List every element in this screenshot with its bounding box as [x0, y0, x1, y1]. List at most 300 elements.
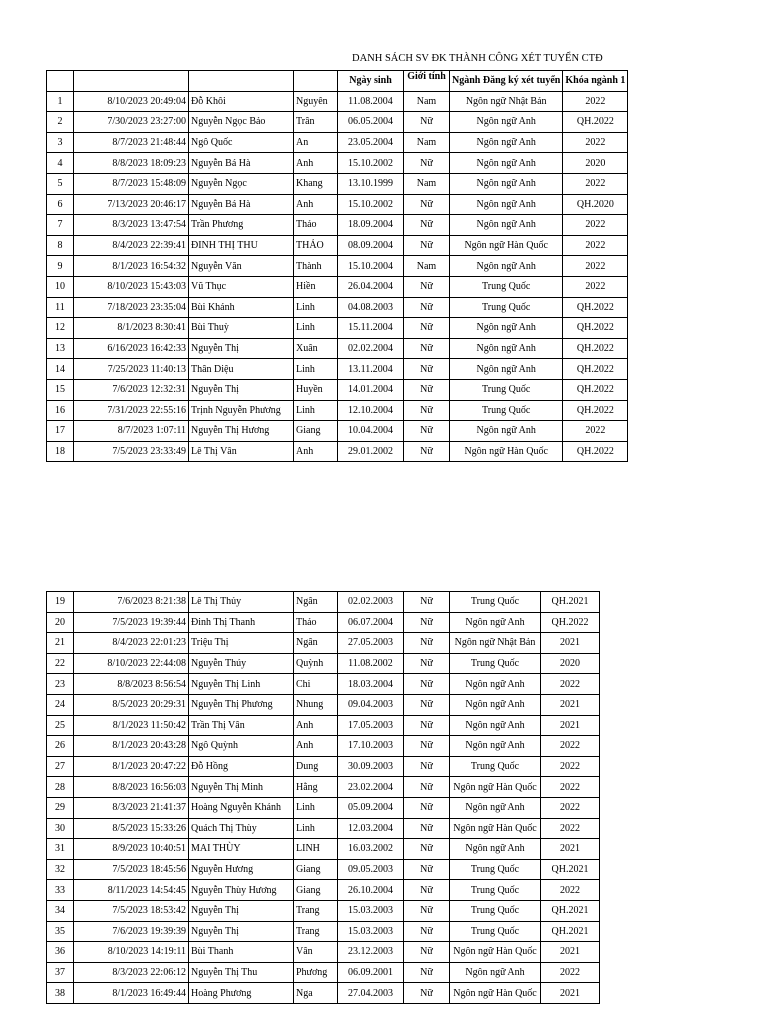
cell-ten: Linh: [294, 318, 338, 339]
cell-ten: Giang: [294, 880, 338, 901]
cell-stt: 24: [47, 694, 74, 715]
cell-timestamp: 8/8/2023 8:56:54: [74, 674, 189, 695]
cell-timestamp: 7/5/2023 18:45:56: [74, 859, 189, 880]
cell-timestamp: 8/10/2023 22:44:08: [74, 653, 189, 674]
table-row: [47, 194, 628, 215]
cell-ten: Thành: [294, 256, 338, 277]
cell-nganh: Trung Quốc: [450, 756, 541, 777]
cell-gioi-tinh: Nữ: [404, 297, 450, 318]
cell-khoa: 2022: [563, 276, 628, 297]
cell-ngay-sinh: 26.04.2004: [338, 276, 404, 297]
cell-ten: Linh: [294, 797, 338, 818]
cell-nganh: Ngôn ngữ Anh: [450, 359, 563, 380]
cell-nganh: Trung Quốc: [450, 592, 541, 613]
table-row: [47, 379, 628, 400]
cell-ten: Ngân: [294, 592, 338, 613]
cell-gioi-tinh: Nữ: [404, 153, 450, 174]
cell-ho-dem: Vũ Thục: [189, 276, 294, 297]
cell-nganh: Ngôn ngữ Anh: [450, 797, 541, 818]
cell-stt: 13: [47, 338, 74, 359]
cell-nganh: Ngôn ngữ Hàn Quốc: [450, 818, 541, 839]
cell-ho-dem: Nguyễn Thị: [189, 900, 294, 921]
table-row: [47, 112, 628, 133]
cell-ten: Anh: [294, 736, 338, 757]
table-row: [47, 297, 628, 318]
cell-ngay-sinh: 18.03.2004: [338, 674, 404, 695]
cell-ngay-sinh: 14.01.2004: [338, 379, 404, 400]
cell-ngay-sinh: 15.10.2004: [338, 256, 404, 277]
cell-timestamp: 8/8/2023 18:09:23: [74, 153, 189, 174]
cell-ten: Anh: [294, 441, 338, 462]
table-1-body: [47, 91, 628, 462]
cell-stt: 27: [47, 756, 74, 777]
table-row: [47, 674, 600, 695]
cell-ngay-sinh: 02.02.2003: [338, 592, 404, 613]
cell-ngay-sinh: 15.11.2004: [338, 318, 404, 339]
cell-stt: 20: [47, 612, 74, 633]
cell-khoa: QH.2022: [563, 400, 628, 421]
cell-ho-dem: Hoàng Phương: [189, 983, 294, 1004]
cell-nganh: Ngôn ngữ Anh: [450, 256, 563, 277]
table-row: [47, 818, 600, 839]
cell-ho-dem: Nguyễn Ngọc Bảo: [189, 112, 294, 133]
cell-khoa: 2022: [541, 756, 600, 777]
cell-ten: Chi: [294, 674, 338, 695]
cell-timestamp: 8/7/2023 15:48:09: [74, 173, 189, 194]
cell-ho-dem: Nguyễn Thị Hương: [189, 421, 294, 442]
cell-ho-dem: Thân Diệu: [189, 359, 294, 380]
cell-timestamp: 7/31/2023 22:55:16: [74, 400, 189, 421]
cell-nganh: Ngôn ngữ Anh: [450, 612, 541, 633]
cell-timestamp: 7/5/2023 23:33:49: [74, 441, 189, 462]
cell-khoa: QH.2022: [563, 112, 628, 133]
cell-ngay-sinh: 30.09.2003: [338, 756, 404, 777]
cell-ngay-sinh: 29.01.2002: [338, 441, 404, 462]
cell-stt: 32: [47, 859, 74, 880]
table-row: [47, 921, 600, 942]
cell-nganh: Ngôn ngữ Hàn Quốc: [450, 942, 541, 963]
cell-ho-dem: Nguyễn Văn: [189, 256, 294, 277]
student-table-2: [46, 591, 600, 1004]
cell-ngay-sinh: 02.02.2004: [338, 338, 404, 359]
table-row: [47, 338, 628, 359]
cell-timestamp: 8/1/2023 16:49:44: [74, 983, 189, 1004]
cell-khoa: 2021: [541, 942, 600, 963]
cell-nganh: Trung Quốc: [450, 379, 563, 400]
table-row: [47, 736, 600, 757]
cell-ngay-sinh: 08.09.2004: [338, 235, 404, 256]
cell-nganh: Ngôn ngữ Anh: [450, 694, 541, 715]
cell-ten: LINH: [294, 839, 338, 860]
cell-ho-dem: Bùi Thuỳ: [189, 318, 294, 339]
cell-gioi-tinh: Nữ: [404, 942, 450, 963]
cell-ten: Thảo: [294, 612, 338, 633]
cell-khoa: QH.2022: [563, 297, 628, 318]
cell-khoa: 2022: [563, 421, 628, 442]
cell-ten: Linh: [294, 400, 338, 421]
cell-ho-dem: Quách Thị Thùy: [189, 818, 294, 839]
cell-ho-dem: ĐINH THỊ THU: [189, 235, 294, 256]
cell-ten: Anh: [294, 715, 338, 736]
cell-ho-dem: Ngô Quốc: [189, 132, 294, 153]
cell-stt: 36: [47, 942, 74, 963]
cell-gioi-tinh: Nữ: [404, 592, 450, 613]
cell-gioi-tinh: Nữ: [404, 859, 450, 880]
cell-ngay-sinh: 09.04.2003: [338, 694, 404, 715]
cell-timestamp: 8/3/2023 21:41:37: [74, 797, 189, 818]
cell-khoa: 2021: [541, 839, 600, 860]
cell-stt: 34: [47, 900, 74, 921]
cell-khoa: QH.2020: [563, 194, 628, 215]
cell-ho-dem: Trịnh Nguyễn Phương: [189, 400, 294, 421]
cell-ho-dem: Nguyễn Thùy Hương: [189, 880, 294, 901]
table-row: [47, 942, 600, 963]
cell-gioi-tinh: Nữ: [404, 756, 450, 777]
cell-nganh: Trung Quốc: [450, 276, 563, 297]
cell-ngay-sinh: 15.10.2002: [338, 194, 404, 215]
cell-ho-dem: Ngô Quỳnh: [189, 736, 294, 757]
cell-stt: 2: [47, 112, 74, 133]
cell-gioi-tinh: Nữ: [404, 880, 450, 901]
cell-stt: 22: [47, 653, 74, 674]
cell-stt: 11: [47, 297, 74, 318]
cell-nganh: Ngôn ngữ Hàn Quốc: [450, 777, 541, 798]
cell-ngay-sinh: 17.10.2003: [338, 736, 404, 757]
cell-gioi-tinh: Nam: [404, 132, 450, 153]
cell-ngay-sinh: 23.02.2004: [338, 777, 404, 798]
cell-ngay-sinh: 15.03.2003: [338, 900, 404, 921]
cell-stt: 30: [47, 818, 74, 839]
cell-khoa: QH.2021: [541, 859, 600, 880]
cell-khoa: QH.2022: [563, 338, 628, 359]
cell-ho-dem: Nguyễn Thị: [189, 921, 294, 942]
cell-ho-dem: Nguyễn Bá Hà: [189, 153, 294, 174]
cell-stt: 28: [47, 777, 74, 798]
cell-khoa: 2020: [541, 653, 600, 674]
table-row: [47, 132, 628, 153]
cell-ho-dem: Nguyễn Ngọc: [189, 173, 294, 194]
table-row: [47, 215, 628, 236]
cell-timestamp: 8/10/2023 20:49:04: [74, 91, 189, 112]
cell-nganh: Ngôn ngữ Nhật Bản: [450, 633, 541, 654]
cell-nganh: Ngôn ngữ Anh: [450, 153, 563, 174]
cell-khoa: 2022: [541, 674, 600, 695]
cell-nganh: Trung Quốc: [450, 900, 541, 921]
cell-khoa: QH.2022: [563, 318, 628, 339]
cell-gioi-tinh: Nữ: [404, 818, 450, 839]
header-nganh-text: Ngành Đăng ký xét tuyển: [452, 75, 561, 87]
cell-ngay-sinh: 27.04.2003: [338, 983, 404, 1004]
cell-timestamp: 8/5/2023 20:29:31: [74, 694, 189, 715]
cell-nganh: Ngôn ngữ Anh: [450, 132, 563, 153]
cell-gioi-tinh: Nữ: [404, 633, 450, 654]
student-table-1: [46, 70, 628, 462]
cell-stt: 10: [47, 276, 74, 297]
cell-gioi-tinh: Nam: [404, 173, 450, 194]
cell-ten: Xuân: [294, 338, 338, 359]
cell-khoa: QH.2021: [541, 921, 600, 942]
cell-gioi-tinh: Nữ: [404, 194, 450, 215]
cell-gioi-tinh: Nữ: [404, 653, 450, 674]
table-row: [47, 756, 600, 777]
table-row: [47, 359, 628, 380]
cell-nganh: Trung Quốc: [450, 880, 541, 901]
header-ho-dem: [189, 71, 294, 92]
table-row: [47, 612, 600, 633]
cell-gioi-tinh: Nam: [404, 91, 450, 112]
cell-ngay-sinh: 06.07.2004: [338, 612, 404, 633]
table-row: [47, 633, 600, 654]
cell-timestamp: 7/6/2023 12:32:31: [74, 379, 189, 400]
cell-gioi-tinh: Nữ: [404, 839, 450, 860]
cell-khoa: QH.2021: [541, 900, 600, 921]
cell-khoa: 2022: [541, 797, 600, 818]
cell-stt: 33: [47, 880, 74, 901]
cell-gioi-tinh: Nữ: [404, 612, 450, 633]
table-row: [47, 880, 600, 901]
cell-ten: Trân: [294, 112, 338, 133]
cell-nganh: Trung Quốc: [450, 859, 541, 880]
cell-khoa: 2022: [541, 736, 600, 757]
cell-timestamp: 8/4/2023 22:01:23: [74, 633, 189, 654]
table-row: [47, 777, 600, 798]
cell-nganh: Trung Quốc: [450, 653, 541, 674]
cell-stt: 8: [47, 235, 74, 256]
cell-ten: Quỳnh: [294, 653, 338, 674]
cell-gioi-tinh: Nữ: [404, 421, 450, 442]
cell-gioi-tinh: Nữ: [404, 112, 450, 133]
cell-nganh: Trung Quốc: [450, 400, 563, 421]
cell-stt: 21: [47, 633, 74, 654]
cell-timestamp: 7/18/2023 23:35:04: [74, 297, 189, 318]
cell-ten: Giang: [294, 859, 338, 880]
cell-ten: An: [294, 132, 338, 153]
cell-ho-dem: Nguyễn Thị: [189, 338, 294, 359]
header-khoa: Khóa ngành 1: [563, 71, 628, 92]
cell-gioi-tinh: Nữ: [404, 318, 450, 339]
cell-nganh: Ngôn ngữ Anh: [450, 112, 563, 133]
cell-gioi-tinh: Nữ: [404, 215, 450, 236]
table-row: [47, 839, 600, 860]
cell-timestamp: 7/6/2023 19:39:39: [74, 921, 189, 942]
cell-stt: 4: [47, 153, 74, 174]
cell-stt: 25: [47, 715, 74, 736]
cell-khoa: 2022: [541, 818, 600, 839]
header-timestamp: [74, 71, 189, 92]
table-row: [47, 983, 600, 1004]
cell-timestamp: 8/1/2023 20:47:22: [74, 756, 189, 777]
cell-timestamp: 8/10/2023 14:19:11: [74, 942, 189, 963]
cell-ten: Nga: [294, 983, 338, 1004]
header-ngay-sinh: Ngày sinh: [338, 71, 404, 92]
cell-ten: Linh: [294, 359, 338, 380]
cell-ngay-sinh: 05.09.2004: [338, 797, 404, 818]
cell-ho-dem: Nguyễn Bá Hà: [189, 194, 294, 215]
cell-ho-dem: Bùi Thanh: [189, 942, 294, 963]
cell-khoa: 2021: [541, 983, 600, 1004]
table-row: [47, 592, 600, 613]
cell-ngay-sinh: 10.04.2004: [338, 421, 404, 442]
cell-khoa: 2021: [541, 715, 600, 736]
cell-khoa: 2021: [541, 694, 600, 715]
cell-ten: Huyền: [294, 379, 338, 400]
cell-nganh: Ngôn ngữ Anh: [450, 674, 541, 695]
cell-ngay-sinh: 13.10.1999: [338, 173, 404, 194]
cell-ngay-sinh: 17.05.2003: [338, 715, 404, 736]
table-row: [47, 235, 628, 256]
cell-ten: Thảo: [294, 215, 338, 236]
cell-stt: 5: [47, 173, 74, 194]
cell-ho-dem: Nguyễn Thị: [189, 379, 294, 400]
cell-ho-dem: Đỗ Hồng: [189, 756, 294, 777]
cell-gioi-tinh: Nữ: [404, 921, 450, 942]
cell-gioi-tinh: Nữ: [404, 715, 450, 736]
cell-ho-dem: Nguyễn Hương: [189, 859, 294, 880]
cell-khoa: QH.2022: [563, 441, 628, 462]
cell-gioi-tinh: Nữ: [404, 797, 450, 818]
cell-ngay-sinh: 18.09.2004: [338, 215, 404, 236]
table-row: [47, 173, 628, 194]
cell-stt: 17: [47, 421, 74, 442]
cell-khoa: QH.2022: [563, 379, 628, 400]
cell-ho-dem: Trần Thị Vân: [189, 715, 294, 736]
cell-timestamp: 7/25/2023 11:40:13: [74, 359, 189, 380]
cell-gioi-tinh: Nữ: [404, 379, 450, 400]
cell-ho-dem: Nguyễn Thúy: [189, 653, 294, 674]
cell-ngay-sinh: 27.05.2003: [338, 633, 404, 654]
cell-stt: 37: [47, 962, 74, 983]
cell-ho-dem: Triệu Thị: [189, 633, 294, 654]
header-stt: [47, 71, 74, 92]
cell-khoa: QH.2022: [563, 359, 628, 380]
table-row: [47, 653, 600, 674]
cell-timestamp: 8/5/2023 15:33:26: [74, 818, 189, 839]
cell-ten: Nguyên: [294, 91, 338, 112]
table-row: [47, 421, 628, 442]
cell-stt: 6: [47, 194, 74, 215]
cell-ho-dem: Nguyễn Thị Phương: [189, 694, 294, 715]
cell-nganh: Ngôn ngữ Hàn Quốc: [450, 441, 563, 462]
cell-stt: 15: [47, 379, 74, 400]
header-gioi-tinh: Giới tính: [404, 71, 450, 92]
cell-ho-dem: Nguyễn Thị Minh: [189, 777, 294, 798]
cell-stt: 12: [47, 318, 74, 339]
cell-nganh: Ngôn ngữ Anh: [450, 839, 541, 860]
cell-ten: THẢO: [294, 235, 338, 256]
table-row: [47, 91, 628, 112]
cell-timestamp: 8/7/2023 1:07:11: [74, 421, 189, 442]
cell-ho-dem: Trần Phương: [189, 215, 294, 236]
cell-ho-dem: Lê Thị Vân: [189, 441, 294, 462]
cell-timestamp: 8/11/2023 14:54:45: [74, 880, 189, 901]
cell-ten: Linh: [294, 297, 338, 318]
document-title: DANH SÁCH SV ĐK THÀNH CÔNG XÉT TUYỂN CTĐ: [352, 53, 603, 64]
table-row: [47, 694, 600, 715]
cell-khoa: 2022: [563, 173, 628, 194]
cell-ngay-sinh: 15.03.2003: [338, 921, 404, 942]
cell-gioi-tinh: Nữ: [404, 900, 450, 921]
cell-gioi-tinh: Nữ: [404, 694, 450, 715]
cell-timestamp: 8/9/2023 10:40:51: [74, 839, 189, 860]
cell-timestamp: 8/1/2023 20:43:28: [74, 736, 189, 757]
cell-stt: 31: [47, 839, 74, 860]
cell-nganh: Ngôn ngữ Anh: [450, 338, 563, 359]
cell-timestamp: 6/16/2023 16:42:33: [74, 338, 189, 359]
cell-ho-dem: Đinh Thị Thanh: [189, 612, 294, 633]
cell-khoa: 2022: [563, 91, 628, 112]
cell-khoa: 2022: [563, 132, 628, 153]
cell-ten: Anh: [294, 194, 338, 215]
cell-nganh: Trung Quốc: [450, 297, 563, 318]
header-nganh: [450, 71, 563, 92]
cell-stt: 26: [47, 736, 74, 757]
cell-ho-dem: Nguyễn Thị Linh: [189, 674, 294, 695]
cell-stt: 29: [47, 797, 74, 818]
cell-ngay-sinh: 11.08.2002: [338, 653, 404, 674]
cell-ten: Dung: [294, 756, 338, 777]
cell-timestamp: 8/8/2023 16:56:03: [74, 777, 189, 798]
cell-khoa: 2022: [563, 256, 628, 277]
cell-timestamp: 8/1/2023 8:30:41: [74, 318, 189, 339]
cell-ngay-sinh: 11.08.2004: [338, 91, 404, 112]
cell-nganh: Ngôn ngữ Anh: [450, 194, 563, 215]
cell-stt: 35: [47, 921, 74, 942]
cell-timestamp: 8/10/2023 15:43:03: [74, 276, 189, 297]
cell-nganh: Trung Quốc: [450, 921, 541, 942]
table-row: [47, 400, 628, 421]
cell-stt: 3: [47, 132, 74, 153]
cell-ten: Hiền: [294, 276, 338, 297]
table-2-body: [47, 592, 600, 1004]
table-row: [47, 276, 628, 297]
header-ten: [294, 71, 338, 92]
cell-gioi-tinh: Nữ: [404, 359, 450, 380]
cell-ngay-sinh: 13.11.2004: [338, 359, 404, 380]
cell-stt: 18: [47, 441, 74, 462]
table-row: [47, 256, 628, 277]
cell-stt: 9: [47, 256, 74, 277]
cell-khoa: 2022: [541, 880, 600, 901]
cell-ten: Anh: [294, 153, 338, 174]
cell-ten: Trang: [294, 921, 338, 942]
cell-ten: Khang: [294, 173, 338, 194]
cell-nganh: Ngôn ngữ Anh: [450, 318, 563, 339]
cell-nganh: Ngôn ngữ Nhật Bản: [450, 91, 563, 112]
cell-timestamp: 7/13/2023 20:46:17: [74, 194, 189, 215]
cell-nganh: Ngôn ngữ Anh: [450, 421, 563, 442]
cell-nganh: Ngôn ngữ Hàn Quốc: [450, 983, 541, 1004]
cell-ten: Ngân: [294, 633, 338, 654]
cell-timestamp: 7/30/2023 23:27:00: [74, 112, 189, 133]
cell-timestamp: 8/3/2023 22:06:12: [74, 962, 189, 983]
cell-ten: Linh: [294, 818, 338, 839]
cell-ho-dem: Bùi Khánh: [189, 297, 294, 318]
table-row: [47, 900, 600, 921]
cell-gioi-tinh: Nữ: [404, 338, 450, 359]
cell-stt: 38: [47, 983, 74, 1004]
cell-timestamp: 7/5/2023 18:53:42: [74, 900, 189, 921]
cell-gioi-tinh: Nữ: [404, 400, 450, 421]
cell-ngay-sinh: 12.03.2004: [338, 818, 404, 839]
cell-stt: 7: [47, 215, 74, 236]
cell-timestamp: 8/1/2023 16:54:32: [74, 256, 189, 277]
cell-ho-dem: Lê Thị Thủy: [189, 592, 294, 613]
cell-ngay-sinh: 16.03.2002: [338, 839, 404, 860]
cell-nganh: Ngôn ngữ Hàn Quốc: [450, 235, 563, 256]
cell-timestamp: 8/3/2023 13:47:54: [74, 215, 189, 236]
table-row: [47, 797, 600, 818]
cell-khoa: 2022: [541, 962, 600, 983]
